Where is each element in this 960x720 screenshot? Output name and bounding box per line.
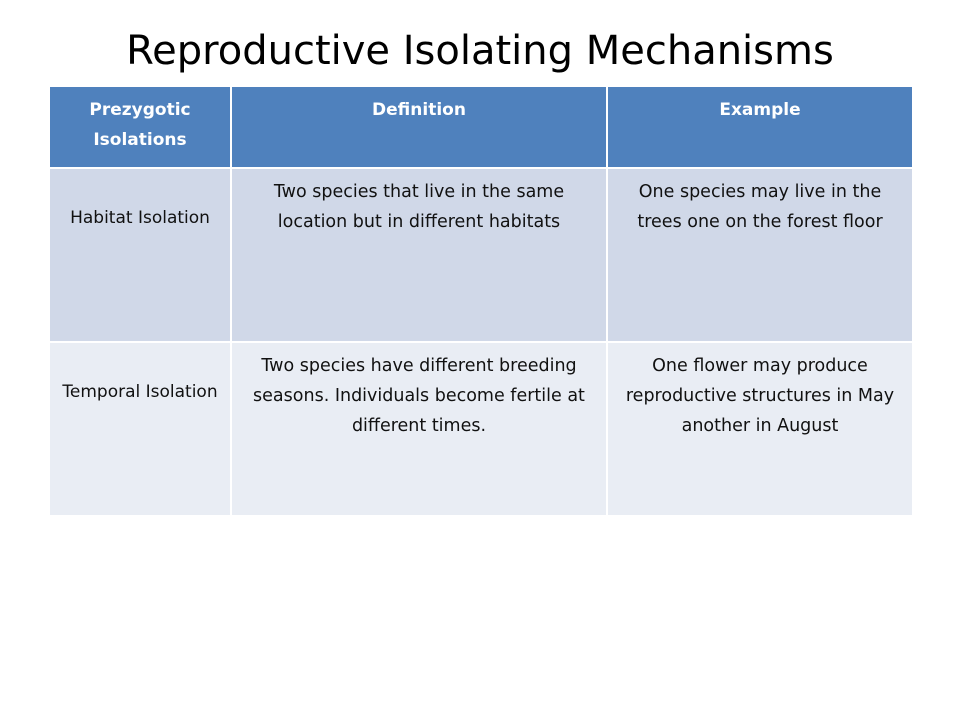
row-example: One flower may produce reproductive structures in May another in August	[607, 342, 913, 516]
table-row	[49, 168, 913, 342]
header-example: Example	[607, 86, 913, 168]
slide-title: Reproductive Isolating Mechanisms	[126, 28, 834, 74]
header-definition: Definition	[231, 86, 607, 168]
table-header-row	[49, 86, 913, 168]
row-definition: Two species that live in the same location but in different habitats	[231, 168, 607, 342]
row-name-habitat-isolation: Habitat Isolation	[49, 168, 231, 342]
isolation-table	[48, 85, 914, 517]
row-example: One species may live in the trees one on the forest floor	[607, 168, 913, 342]
table-row	[49, 342, 913, 516]
header-prezygotic-isolations: Prezygotic Isolations	[49, 86, 231, 168]
row-name-temporal-isolation: Temporal Isolation	[49, 342, 231, 516]
row-definition: Two species have different breeding seasons. Individuals become fertile at different times.	[231, 342, 607, 516]
